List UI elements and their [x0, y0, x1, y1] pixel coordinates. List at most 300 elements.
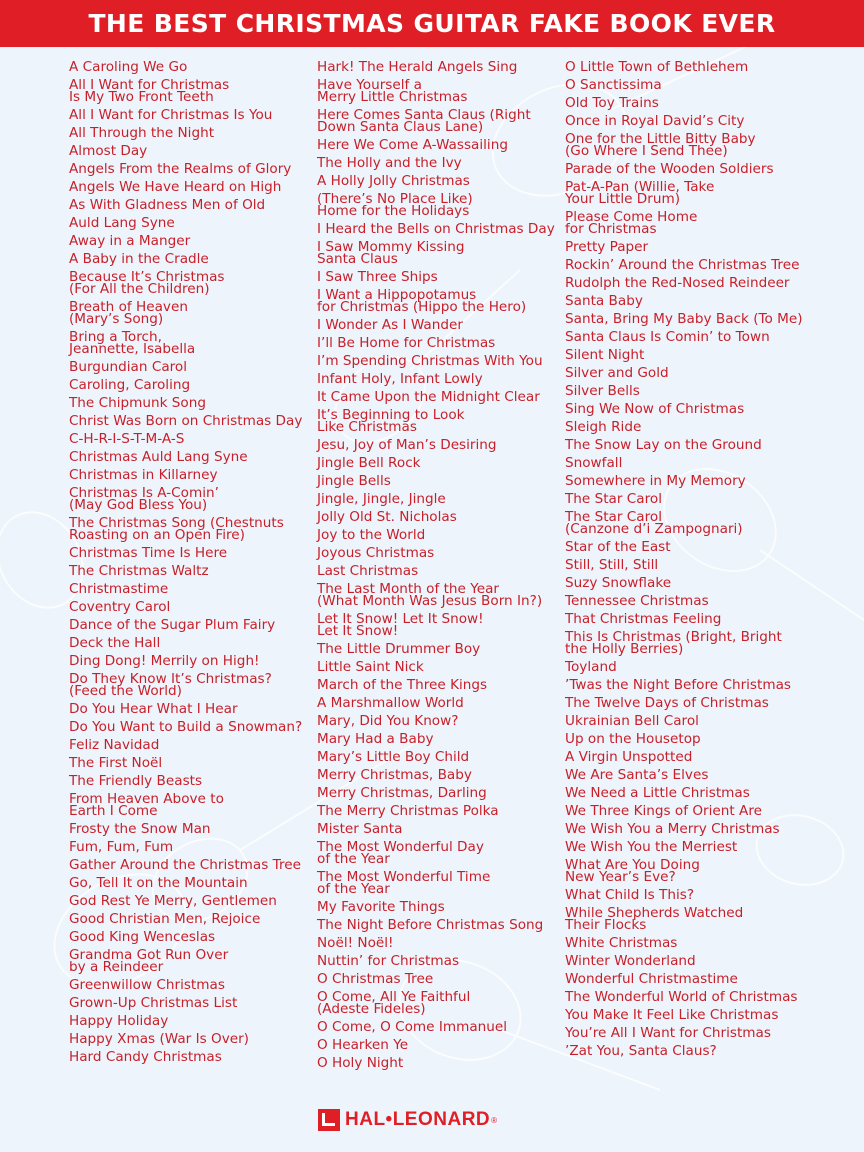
- song-title: [69, 250, 302, 268]
- song-title-line: (There’s No Place Like): [317, 191, 473, 207]
- song-title-line: Little Saint Nick: [317, 659, 424, 675]
- song-title: [565, 856, 803, 886]
- song-title-line: Because It’s Christmas: [69, 269, 225, 285]
- song-title-line: Do You Want to Build a Snowman?: [69, 719, 303, 735]
- song-title-line: Sing We Now of Christmas: [565, 401, 745, 417]
- song-title-line: Somewhere in My Memory: [565, 473, 746, 489]
- song-title-line: Toyland: [565, 659, 617, 675]
- song-title: [565, 112, 803, 130]
- song-title-line: Merry Little Christmas: [317, 89, 468, 105]
- song-title-line: Caroling, Caroling: [69, 377, 191, 393]
- song-title-line: Angels From the Realms of Glory: [69, 161, 292, 177]
- song-title-line: Here We Come A-Wassailing: [317, 137, 508, 153]
- song-title-line: Merry Christmas, Darling: [317, 785, 487, 801]
- song-title: [69, 196, 302, 214]
- song-title: [69, 1030, 302, 1048]
- song-title-line: From Heaven Above to: [69, 791, 224, 807]
- song-title-line: The Most Wonderful Day: [317, 839, 484, 855]
- song-title-line: What Child Is This?: [565, 887, 695, 903]
- song-title-line: It Came Upon the Midnight Clear: [317, 389, 540, 405]
- song-title-line: Infant Holy, Infant Lowly: [317, 371, 483, 387]
- song-title: [565, 310, 803, 328]
- song-title-line: A Virgin Unspotted: [565, 749, 693, 765]
- song-title: [317, 802, 555, 820]
- song-title-line: for Christmas (Hippo the Hero): [317, 299, 527, 315]
- song-title-line: Joy to the World: [317, 527, 426, 543]
- song-title: [69, 772, 302, 790]
- song-title: [317, 562, 555, 580]
- song-title: [565, 934, 803, 952]
- song-title: [565, 820, 803, 838]
- song-title: [317, 508, 555, 526]
- song-title-line: Coventry Carol: [69, 599, 171, 615]
- song-title: [69, 514, 302, 544]
- song-title: [317, 238, 555, 268]
- song-title: [565, 838, 803, 856]
- song-title-line: The Night Before Christmas Song: [317, 917, 544, 933]
- registered-mark: ®: [491, 1115, 498, 1125]
- song-title: [565, 364, 803, 382]
- song-title-line: Snowfall: [565, 455, 623, 471]
- song-title-line: We Wish You the Merriest: [565, 839, 738, 855]
- song-title: [317, 106, 555, 136]
- song-title-line: Grandma Got Run Over: [69, 947, 229, 963]
- song-title: [565, 730, 803, 748]
- song-title: [317, 58, 555, 76]
- song-title: [69, 616, 302, 634]
- song-title-line: Good King Wenceslas: [69, 929, 216, 945]
- song-title-line: I’m Spending Christmas With You: [317, 353, 543, 369]
- song-title-line: (Mary’s Song): [69, 311, 164, 327]
- song-title-line: That Christmas Feeling: [565, 611, 722, 627]
- song-title: [565, 454, 803, 472]
- song-title-line: Deck the Hall: [69, 635, 161, 651]
- song-title-line: My Favorite Things: [317, 899, 445, 915]
- song-title: [69, 430, 302, 448]
- song-title: [317, 268, 555, 286]
- song-title: [69, 652, 302, 670]
- song-title-line: Happy Xmas (War Is Over): [69, 1031, 249, 1047]
- song-title: [317, 988, 555, 1018]
- song-title-line: Jeannette, Isabella: [69, 341, 196, 357]
- song-title-line: Nuttin’ for Christmas: [317, 953, 460, 969]
- song-title: [565, 178, 803, 208]
- song-title-line: The Last Month of the Year: [317, 581, 500, 597]
- song-title: [317, 748, 555, 766]
- song-title-line: We Are Santa’s Elves: [565, 767, 709, 783]
- song-title: [317, 838, 555, 868]
- song-title-line: Do They Know It’s Christmas?: [69, 671, 272, 687]
- song-title-line: While Shepherds Watched: [565, 905, 744, 921]
- song-title: [317, 934, 555, 952]
- song-title-line: All I Want for Christmas Is You: [69, 107, 273, 123]
- song-title: [317, 490, 555, 508]
- song-title: [317, 970, 555, 988]
- song-title: [565, 1042, 803, 1060]
- song-title: [69, 670, 302, 700]
- song-title: [317, 220, 555, 238]
- song-title: [317, 286, 555, 316]
- song-title: [317, 316, 555, 334]
- song-title: [69, 910, 302, 928]
- song-title-line: Christmas Time Is Here: [69, 545, 228, 561]
- song-title: [69, 790, 302, 820]
- song-title-line: Home for the Holidays: [317, 203, 470, 219]
- song-title: [69, 856, 302, 874]
- song-title-line: Earth I Come: [69, 803, 158, 819]
- song-title-line: All I Want for Christmas: [69, 77, 230, 93]
- song-title-line: Merry Christmas, Baby: [317, 767, 472, 783]
- song-title-line: Ding Dong! Merrily on High!: [69, 653, 260, 669]
- song-title-line: Mary, Did You Know?: [317, 713, 459, 729]
- song-title-line: (Canzone d’i Zampognari): [565, 521, 743, 537]
- song-title-line: Do You Hear What I Hear: [69, 701, 238, 717]
- song-title-line: The Friendly Beasts: [69, 773, 203, 789]
- song-title: [317, 868, 555, 898]
- song-title-line: All Through the Night: [69, 125, 215, 141]
- song-title-line: Suzy Snowflake: [565, 575, 672, 591]
- song-title: [317, 352, 555, 370]
- song-title: [317, 610, 555, 640]
- song-title: [565, 58, 803, 76]
- song-title-line: Star of the East: [565, 539, 671, 555]
- song-title: [565, 802, 803, 820]
- song-title-line: Santa Baby: [565, 293, 643, 309]
- song-title: [317, 136, 555, 154]
- song-title-line: Pretty Paper: [565, 239, 649, 255]
- song-title: [69, 328, 302, 358]
- song-title-line: Still, Still, Still: [565, 557, 659, 573]
- publisher-logo: [318, 1108, 548, 1132]
- song-title-line: Mary’s Little Boy Child: [317, 749, 470, 765]
- song-title-line: I Saw Mommy Kissing: [317, 239, 465, 255]
- song-title: [317, 580, 555, 610]
- song-title-line: Your Little Drum): [565, 191, 681, 207]
- song-title-line: Gather Around the Christmas Tree: [69, 857, 301, 873]
- publisher-name: HAL•LEONARD: [345, 1109, 491, 1130]
- song-title-line: I’ll Be Home for Christmas: [317, 335, 496, 351]
- song-title-line: O Sanctissima: [565, 77, 662, 93]
- song-title-line: Silent Night: [565, 347, 645, 363]
- song-title: [565, 238, 803, 256]
- song-title: [69, 178, 302, 196]
- song-title: [565, 346, 803, 364]
- song-title-line: ’Zat You, Santa Claus?: [565, 1043, 717, 1059]
- song-title-line: Jolly Old St. Nicholas: [317, 509, 457, 525]
- song-title: [565, 472, 803, 490]
- song-title-line: Happy Holiday: [69, 1013, 169, 1029]
- song-title: [565, 952, 803, 970]
- song-title: [69, 928, 302, 946]
- song-title-line: Like Christmas: [317, 419, 417, 435]
- song-title: [565, 508, 803, 538]
- song-title-line: for Christmas: [565, 221, 657, 237]
- song-title-line: Parade of the Wooden Soldiers: [565, 161, 774, 177]
- song-title: [565, 676, 803, 694]
- song-title: [317, 820, 555, 838]
- song-title: [317, 712, 555, 730]
- song-title: [317, 406, 555, 436]
- song-title-line: The Holly and the Ivy: [317, 155, 462, 171]
- song-title: [317, 766, 555, 784]
- song-title: [565, 274, 803, 292]
- song-title: [565, 1006, 803, 1024]
- song-title: [565, 712, 803, 730]
- song-title: [565, 988, 803, 1006]
- title-banner: [0, 0, 864, 47]
- song-title-line: (Adeste Fideles): [317, 1001, 426, 1017]
- song-title-line: Here Comes Santa Claus (Right: [317, 107, 531, 123]
- song-list-column-2: [317, 58, 555, 1072]
- song-title: [69, 484, 302, 514]
- song-title-line: Joyous Christmas: [317, 545, 435, 561]
- song-title: [69, 946, 302, 976]
- song-title: [317, 640, 555, 658]
- song-title-line: Let It Snow! Let It Snow!: [317, 611, 484, 627]
- song-title: [69, 394, 302, 412]
- song-title-line: Feliz Navidad: [69, 737, 160, 753]
- song-title: [565, 292, 803, 310]
- song-title: [565, 628, 803, 658]
- song-title: [69, 58, 302, 76]
- song-title: [69, 160, 302, 178]
- song-title-line: Tennessee Christmas: [565, 593, 709, 609]
- song-title: [69, 106, 302, 124]
- song-title: [69, 214, 302, 232]
- song-title-line: Their Flocks: [565, 917, 647, 933]
- song-title-line: Good Christian Men, Rejoice: [69, 911, 261, 927]
- song-title: [69, 562, 302, 580]
- song-title-line: Wonderful Christmastime: [565, 971, 738, 987]
- song-title: [317, 154, 555, 172]
- song-title: [317, 190, 555, 220]
- song-title-line: Have Yourself a: [317, 77, 422, 93]
- song-title: [69, 820, 302, 838]
- song-title-line: Jingle, Jingle, Jingle: [317, 491, 446, 507]
- song-title-line: Up on the Housetop: [565, 731, 701, 747]
- song-title-line: I Want a Hippopotamus: [317, 287, 477, 303]
- song-title: [317, 1036, 555, 1054]
- song-title-line: Christmas Is A-Comin’: [69, 485, 219, 501]
- song-title: [565, 160, 803, 178]
- song-title-line: We Need a Little Christmas: [565, 785, 750, 801]
- song-title-line: Jingle Bells: [317, 473, 391, 489]
- song-title-line: the Holly Berries): [565, 641, 684, 657]
- song-title: [69, 598, 302, 616]
- song-title: [317, 472, 555, 490]
- song-title-line: The Christmas Song (Chestnuts: [69, 515, 284, 531]
- song-title-line: (For All the Children): [69, 281, 210, 297]
- song-title-line: Down Santa Claus Lane): [317, 119, 484, 135]
- song-title: [69, 838, 302, 856]
- song-title-line: New Year’s Eve?: [565, 869, 676, 885]
- song-title-line: O Come, All Ye Faithful: [317, 989, 471, 1005]
- song-title: [69, 874, 302, 892]
- song-title-line: Burgundian Carol: [69, 359, 188, 375]
- song-title: [317, 952, 555, 970]
- song-title-line: Silver and Gold: [565, 365, 669, 381]
- song-title-line: I Saw Three Ships: [317, 269, 438, 285]
- song-title: [565, 784, 803, 802]
- song-title: [565, 94, 803, 112]
- song-title-line: The Star Carol: [565, 491, 663, 507]
- song-title-line: The Star Carol: [565, 509, 663, 525]
- song-list-column-1: [69, 58, 302, 1066]
- song-title-line: Frosty the Snow Man: [69, 821, 211, 837]
- song-title-line: Noël! Noël!: [317, 935, 394, 951]
- song-title: [565, 538, 803, 556]
- song-title-line: Fum, Fum, Fum: [69, 839, 174, 855]
- song-title: [69, 580, 302, 598]
- song-title-line: The Christmas Waltz: [69, 563, 209, 579]
- page-title: THE BEST CHRISTMAS GUITAR FAKE BOOK EVER: [88, 9, 776, 38]
- song-title: [565, 418, 803, 436]
- song-title-line: O Little Town of Bethlehem: [565, 59, 749, 75]
- song-title-line: (May God Bless You): [69, 497, 208, 513]
- song-title-line: Christmas Auld Lang Syne: [69, 449, 248, 465]
- song-title-line: O Christmas Tree: [317, 971, 434, 987]
- song-title-line: (What Month Was Jesus Born In?): [317, 593, 543, 609]
- song-title-line: Last Christmas: [317, 563, 419, 579]
- song-title: [69, 412, 302, 430]
- song-title-line: Christmas in Killarney: [69, 467, 218, 483]
- song-title-line: Santa, Bring My Baby Back (To Me): [565, 311, 803, 327]
- song-title-line: Go, Tell It on the Mountain: [69, 875, 248, 891]
- song-title-line: The Twelve Days of Christmas: [565, 695, 769, 711]
- song-title-line: Jingle Bell Rock: [317, 455, 421, 471]
- song-title: [565, 328, 803, 346]
- song-title-line: One for the Little Bitty Baby: [565, 131, 756, 147]
- song-title: [69, 448, 302, 466]
- song-title: [565, 886, 803, 904]
- song-title-line: Once in Royal David’s City: [565, 113, 745, 129]
- song-title-line: (Go Where I Send Thee): [565, 143, 728, 159]
- song-title-line: Breath of Heaven: [69, 299, 188, 315]
- song-title: [69, 718, 302, 736]
- song-title: [565, 574, 803, 592]
- song-title-line: Christmastime: [69, 581, 169, 597]
- song-title: [317, 1018, 555, 1036]
- song-title-line: A Baby in the Cradle: [69, 251, 209, 267]
- song-title-line: Sleigh Ride: [565, 419, 642, 435]
- song-title: [317, 436, 555, 454]
- song-title: [565, 694, 803, 712]
- song-title: [317, 676, 555, 694]
- song-title-line: Is My Two Front Teeth: [69, 89, 214, 105]
- song-title-line: Santa Claus: [317, 251, 398, 267]
- song-title: [565, 658, 803, 676]
- song-title-line: Christ Was Born on Christmas Day: [69, 413, 303, 429]
- song-title-line: We Wish You a Merry Christmas: [565, 821, 780, 837]
- song-title-line: O Come, O Come Immanuel: [317, 1019, 508, 1035]
- song-list-column-3: [565, 58, 803, 1060]
- song-title: [565, 610, 803, 628]
- song-title: [565, 76, 803, 94]
- song-title: [317, 898, 555, 916]
- song-title-line: You Make It Feel Like Christmas: [565, 1007, 779, 1023]
- song-title-line: Almost Day: [69, 143, 148, 159]
- song-title: [69, 892, 302, 910]
- song-title: [69, 976, 302, 994]
- song-title-line: It’s Beginning to Look: [317, 407, 465, 423]
- song-title-line: Jesu, Joy of Man’s Desiring: [317, 437, 497, 453]
- song-title: [565, 400, 803, 418]
- song-title: [317, 76, 555, 106]
- song-title-line: I Wonder As I Wander: [317, 317, 463, 333]
- song-title-line: I Heard the Bells on Christmas Day: [317, 221, 555, 237]
- song-title: [565, 130, 803, 160]
- song-title-line: The Snow Lay on the Ground: [565, 437, 762, 453]
- song-title-line: (Feed the World): [69, 683, 182, 699]
- song-title-line: Let It Snow!: [317, 623, 399, 639]
- song-title-line: Away in a Manger: [69, 233, 191, 249]
- song-title: [565, 1024, 803, 1042]
- song-title-line: of the Year: [317, 881, 390, 897]
- song-title: [317, 1054, 555, 1072]
- song-title-line: Mister Santa: [317, 821, 403, 837]
- song-title: [69, 700, 302, 718]
- song-title: [69, 124, 302, 142]
- song-title-line: Dance of the Sugar Plum Fairy: [69, 617, 276, 633]
- song-title-line: Angels We Have Heard on High: [69, 179, 282, 195]
- song-title: [317, 526, 555, 544]
- song-title: [565, 490, 803, 508]
- song-title-line: A Caroling We Go: [69, 59, 188, 75]
- song-title-line: The First Noël: [69, 755, 163, 771]
- song-title-line: A Marshmallow World: [317, 695, 464, 711]
- song-title: [565, 208, 803, 238]
- song-title: [69, 466, 302, 484]
- song-title-line: March of the Three Kings: [317, 677, 488, 693]
- song-title: [317, 658, 555, 676]
- song-title-line: You’re All I Want for Christmas: [565, 1025, 771, 1041]
- song-title: [317, 916, 555, 934]
- song-title: [69, 1048, 302, 1066]
- song-title: [69, 232, 302, 250]
- song-title: [69, 358, 302, 376]
- song-title-line: Roasting on an Open Fire): [69, 527, 245, 543]
- song-title-line: Hark! The Herald Angels Sing: [317, 59, 518, 75]
- song-title: [69, 142, 302, 160]
- song-title-line: C-H-R-I-S-T-M-A-S: [69, 431, 185, 447]
- song-title-line: ’Twas the Night Before Christmas: [565, 677, 792, 693]
- song-title: [317, 694, 555, 712]
- song-title-line: We Three Kings of Orient Are: [565, 803, 762, 819]
- song-title-line: Winter Wonderland: [565, 953, 696, 969]
- song-title: [565, 592, 803, 610]
- song-title-line: The Chipmunk Song: [69, 395, 206, 411]
- song-title: [69, 736, 302, 754]
- song-title: [69, 994, 302, 1012]
- song-title: [317, 370, 555, 388]
- song-title: [69, 754, 302, 772]
- song-title-line: Old Toy Trains: [565, 95, 659, 111]
- song-title-line: Pat-A-Pan (Willie, Take: [565, 179, 715, 195]
- song-title-line: O Hearken Ye: [317, 1037, 409, 1053]
- song-title: [69, 544, 302, 562]
- song-title-line: Rockin’ Around the Christmas Tree: [565, 257, 800, 273]
- hal-leonard-logo-icon: [318, 1109, 340, 1131]
- song-title-line: Grown-Up Christmas List: [69, 995, 238, 1011]
- song-title-line: O Holy Night: [317, 1055, 404, 1071]
- song-title-line: of the Year: [317, 851, 390, 867]
- song-title-line: The Merry Christmas Polka: [317, 803, 499, 819]
- song-title-line: Hard Candy Christmas: [69, 1049, 222, 1065]
- song-title: [317, 454, 555, 472]
- song-title-line: Rudolph the Red-Nosed Reindeer: [565, 275, 790, 291]
- song-title: [317, 730, 555, 748]
- song-title-line: As With Gladness Men of Old: [69, 197, 266, 213]
